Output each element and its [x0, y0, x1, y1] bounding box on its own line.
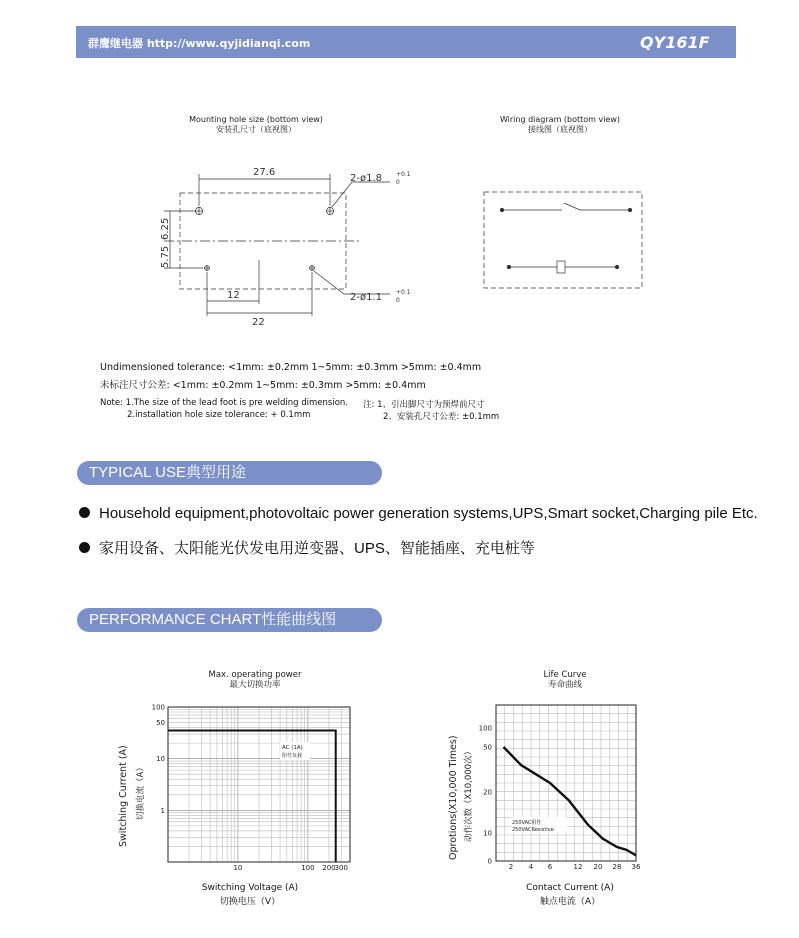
chart2-xtick: 36 [631, 863, 641, 871]
note1-en: Note: 1.The size of the lead foot is pre welding dimension. [100, 398, 349, 408]
dim-12: 12 [227, 290, 240, 301]
mounting-hole-drawing [150, 160, 430, 330]
tolerance-cn: 未标注尺寸公差: <1mm: ±0.2mm 1~5mm: ±0.3mm >5mm: ±0.4mm [100, 380, 426, 391]
chart2-xtick: 6 [547, 863, 553, 871]
chart1-ytick: 1 [160, 806, 165, 815]
chart1-subtitle: 最大切换功率 [229, 680, 281, 690]
chart2-ytick: 10 [483, 829, 492, 838]
typical-use-item-1 [79, 505, 758, 522]
note1-cn: 注: 1、引出脚尺寸为预焊前尺寸 [363, 400, 485, 410]
hole-bottom-label: 2-ø1.1 [350, 292, 382, 303]
chart2-ytick: 100 [478, 724, 492, 733]
leader-top [332, 182, 390, 207]
dim-5-75: 5.75 [160, 245, 171, 268]
chart1-ytick: 10 [156, 755, 165, 764]
chart1-title: Max. operating power [208, 670, 302, 680]
coil [557, 261, 565, 273]
chart1-xlabel: Switching Voltage (A) [201, 883, 299, 893]
tol-bottom-plus: +0.1 [396, 289, 411, 296]
chart2-title: Life Curve [543, 670, 587, 680]
chart1-ylabel-cn: 切换电流（A） [136, 763, 146, 820]
chart2-legend-en: 250VACResistive [512, 827, 554, 833]
tolerance-en: Undimensioned tolerance: <1mm: ±0.2mm 1~5mm: ±0.3mm >5mm: ±0.4mm [100, 362, 482, 373]
chart2-subtitle: 寿命曲线 [547, 680, 582, 690]
chart2-life-curve [470, 700, 650, 875]
chart2-xtick: 2 [508, 863, 514, 871]
chart1-ylabel-cn-wrap [134, 763, 154, 820]
wiring-caption [480, 115, 640, 135]
typical-use-title: TYPICAL USE典型用途 [77, 461, 382, 485]
wiring-caption-en: Wiring diagram (bottom view) [499, 115, 621, 124]
tol-top-plus: +0.1 [396, 171, 411, 178]
chart2-ytick: 50 [483, 743, 492, 752]
chart2-ylabel-wrap [448, 735, 468, 860]
chart2-xlabel: Contact Current (A) [526, 883, 614, 893]
chart2-xtick: 12 [573, 863, 583, 871]
chart1-ylabel-wrap [118, 745, 138, 847]
chart2-ylabel: Oprotions(X10,000 Times) [448, 735, 459, 860]
wiring-caption-cn: 接线图（底视图） [528, 125, 592, 134]
tol-bottom-zero: 0 [396, 297, 400, 304]
chart2-series-line [504, 747, 637, 855]
chart2-ylabel-cn: 动作次数（X10,000次） [464, 746, 474, 842]
dim-22: 22 [252, 317, 265, 328]
chart1-ytick: 50 [156, 719, 165, 728]
chart2-xtick: 4 [528, 863, 534, 871]
chart2-legend-cn: 250VAC阻性 [512, 820, 542, 826]
dim-6-25: 6.25 [160, 217, 171, 240]
chart2-caption [520, 670, 610, 690]
performance-title: PERFORMANCE CHART性能曲线图 [77, 608, 382, 632]
chart2-ylabel-cn-wrap [462, 746, 482, 842]
mounting-caption-en: Mounting hole size (bottom view) [189, 115, 323, 124]
leader-bottom [314, 271, 390, 294]
chart2-xlabel-cn: 触点电流（A） [539, 897, 601, 907]
typical-use-item-2 [79, 537, 535, 558]
bullet-icon [79, 542, 90, 553]
chart2-grid [496, 705, 636, 861]
note2-cn: 2、安装孔尺寸公差: ±0.1mm [383, 412, 500, 422]
wiring-outline [484, 192, 642, 288]
chart1-caption [190, 670, 320, 690]
typical-use-text-1: Household equipment,photovoltaic power generation systems,UPS,Smart socket,Charging pile Etc. [99, 505, 758, 522]
chart2-ytick: 0 [487, 857, 492, 866]
chart1-ytick: 100 [151, 703, 165, 712]
mounting-caption [176, 115, 336, 135]
typical-use-text-2: 家用设备、太阳能光伏发电用逆变器、UPS、智能插座、充电桩等 [99, 540, 535, 557]
chart1-series-line [168, 731, 336, 862]
chart2-ytick: 20 [483, 788, 492, 797]
chart2-xtick: 28 [612, 863, 622, 871]
chart1-xtick: 100 [301, 864, 315, 872]
chart1-xtick: 200 [322, 864, 336, 872]
note2-en: 2.installation hole size tolerance: + 0.1mm [127, 410, 311, 420]
chart1-annotation: AC (1A) [282, 745, 303, 751]
dim-27-6: 27.6 [253, 167, 276, 178]
chart1-annotation-cn: 阻性负载 [282, 753, 303, 759]
chart1-xtick: 300 [334, 864, 348, 872]
switch-contact [564, 203, 580, 210]
chart1-ylabel: Switching Current (A) [118, 745, 129, 847]
wiring-diagram [480, 185, 650, 295]
tol-top-zero: 0 [396, 179, 400, 186]
header-model: QY161F [640, 33, 710, 52]
chart1-xtick: 10 [233, 864, 243, 872]
hole-top-label: 2-ø1.8 [350, 173, 382, 184]
bullet-icon [79, 507, 90, 518]
chart1-max-power [120, 695, 360, 880]
mounting-caption-cn: 安装孔尺寸（底视图） [216, 125, 296, 134]
chart2-xtick: 20 [593, 863, 603, 871]
header-site-text: 群鹰继电器 http://www.qyjidianqi.com [88, 37, 311, 50]
chart1-xlabel-cn: 切换电压（V） [219, 897, 281, 907]
